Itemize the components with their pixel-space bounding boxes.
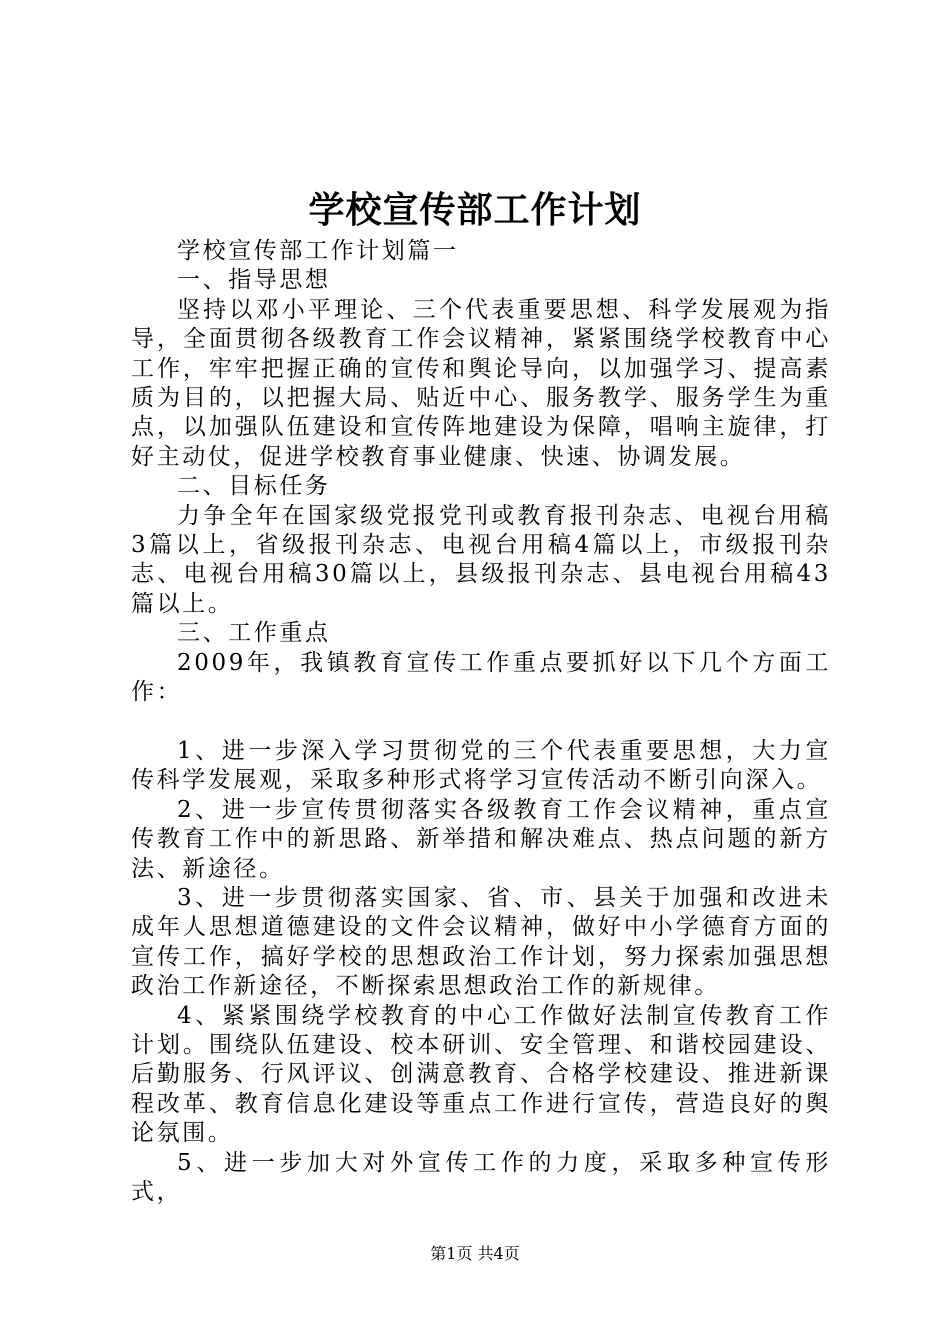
list-item: 5、进一步加大对外宣传工作的力度，采取多种宣传形式， [131, 1149, 831, 1205]
document-body [131, 237, 831, 1207]
section-heading: 二、目标任务 [177, 473, 331, 500]
page-footer: 第1页 共4页 [430, 1244, 520, 1263]
paragraph: 2009年，我镇教育宣传工作重点要抓好以下几个方面工作： [131, 649, 831, 706]
list-item: 4、紧紧围绕学校教育的中心工作做好法制宣传教育工作计划。围绕队伍建设、校本研训、安全管理、和谐校园建设、后勤服务、行风评议、创满意教育、合格学校建设、推进新课程改革、教育信息化建设等重点工作进行宣传，营造良好的舆论氛围。 [131, 1002, 831, 1147]
paragraph: 力争全年在国家级党报党刊或教育报刊杂志、电视台用稿3篇以上，省级报刊杂志、电视台用稿4篇以上，市级报刊杂志、电视台用稿30篇以上，县级报刊杂志、县电视台用稿43篇以上。 [131, 502, 831, 617]
paragraph: 坚持以邓小平理论、三个代表重要思想、科学发展观为指导，全面贯彻各级教育工作会议精神，紧紧围绕学校教育中心工作，牢牢把握正确的宣传和舆论导向，以加强学习、提高素质为目的，以把握大局、贴近中心、服务教学、服务学生为重点，以加强队伍建设和宣传阵地建设为保障，唱响主旋律，打好主动仗，促进学校教育事业健康、快速、协调发展。 [131, 296, 831, 470]
list-item: 1、进一步深入学习贯彻党的三个代表重要思想，大力宣传科学发展观，采取多种形式将学习宣传活动不断引向深入。 [131, 737, 831, 794]
section-heading: 一、指导思想 [177, 267, 331, 294]
paragraph: 学校宣传部工作计划篇一 [177, 238, 459, 264]
blank-line [131, 708, 831, 737]
document-title: 学校宣传部工作计划 [308, 189, 642, 231]
list-item: 2、进一步宣传贯彻落实各级教育工作会议精神，重点宣传教育工作中的新思路、新举措和解决难点、热点问题的新方法、新途径。 [131, 796, 831, 882]
section-heading: 三、工作重点 [177, 620, 331, 647]
list-item: 3、进一步贯彻落实国家、省、市、县关于加强和改进未成年人思想道德建设的文件会议精神，做好中小学德育方面的宣传工作，搞好学校的思想政治工作计划，努力探索加强思想政治工作新途径，不断探索思想政治工作的新规律。 [131, 884, 831, 1000]
